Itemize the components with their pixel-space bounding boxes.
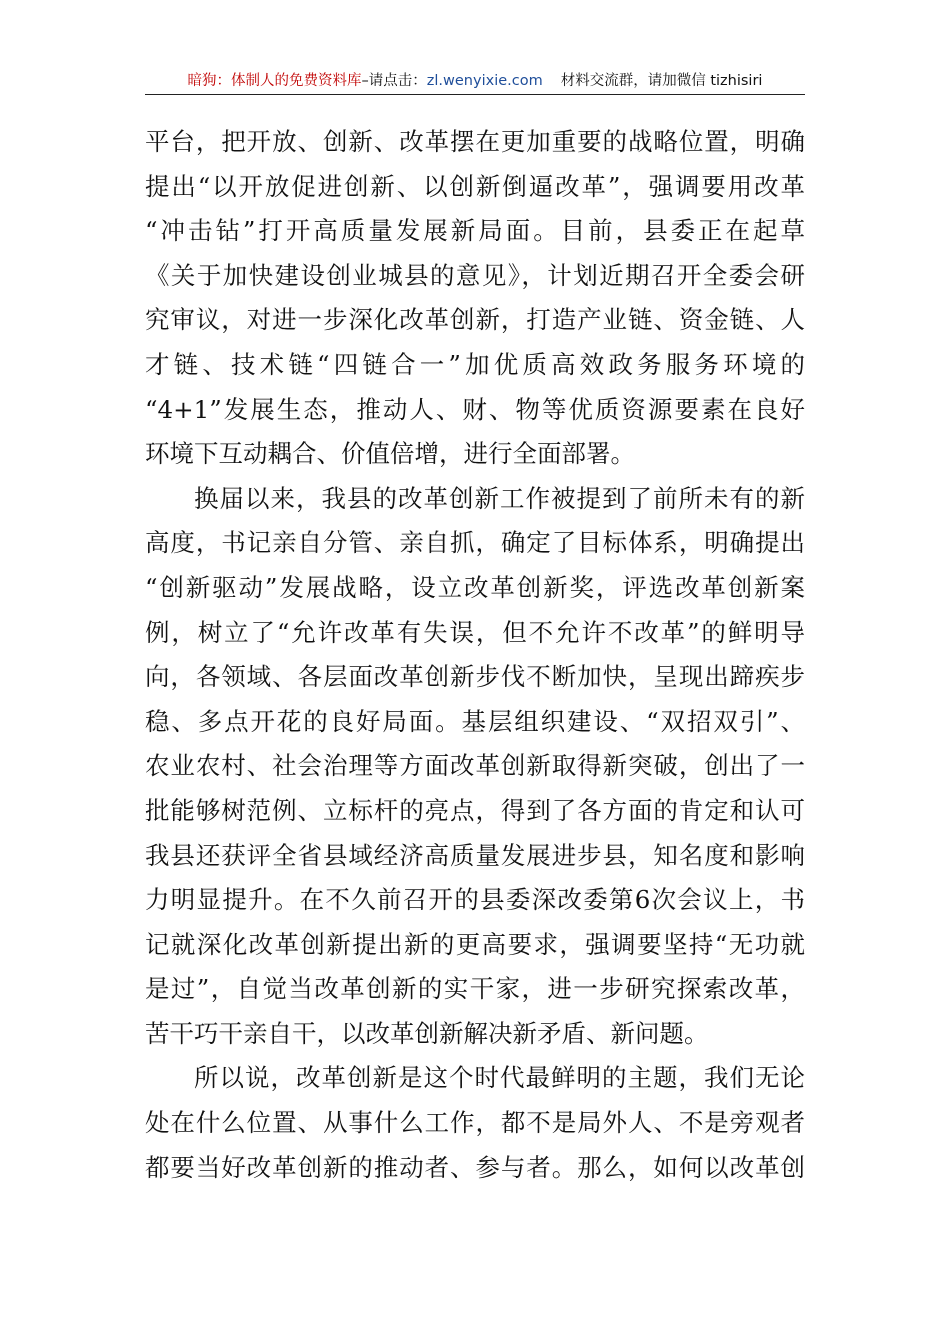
- text-line: 《关于加快建设创业城县的意见》，计划近期召开全委会研: [145, 260, 805, 290]
- text-line: 都要当好改革创新的推动者、参与者。那么，如何以改革创: [145, 1152, 805, 1182]
- text-line: 力明显提升。在不久前召开的县委深改委第6次会议上，书: [145, 885, 805, 915]
- text-line: 处在什么位置、从事什么工作，都不是局外人、不是旁观者: [145, 1108, 805, 1138]
- paragraph-start-line: 所以说，改革创新是这个时代最鲜明的主题，我们无论: [194, 1063, 805, 1093]
- text-line: 向，各领域、各层面改革创新步伐不断加快，呈现出蹄疾步: [145, 662, 805, 692]
- text-line: 农业农村、社会治理等方面改革创新取得新突破，创出了一: [145, 751, 805, 781]
- text-line: “冲击钻”打开高质量发展新局面。目前，县委正在起草: [145, 216, 805, 246]
- text-line: “4+1”发展生态，推动人、财、物等优质资源要素在良好: [145, 394, 805, 424]
- text-line: 高度，书记亲自分管、亲自抓，确定了目标体系，明确提出: [145, 528, 805, 558]
- header-site-name: 暗狗：体制人的免费资料库: [187, 73, 362, 89]
- text-line: “创新驱动”发展战略，设立改革创新奖，评选改革创新案: [145, 572, 805, 602]
- text-line: 平台，把开放、创新、改革摆在更加重要的战略位置，明确: [145, 127, 805, 156]
- document-body: [145, 120, 805, 1190]
- text-line: 才链、技术链“四链合一”加优质高效政务服务环境的: [145, 349, 805, 379]
- text-line: 批能够树范例、立标杆的亮点，得到了各方面的肯定和认可: [145, 795, 805, 825]
- text-line: 稳、多点开花的良好局面。基层组织建设、“双招双引”、: [145, 706, 805, 736]
- text-line: 例，树立了“允许改革有失误，但不允许不改革”的鲜明导: [145, 617, 805, 647]
- header-wechat-note: 材料交流群，请加微信 tizhisiri: [560, 73, 763, 89]
- text-line: 苦干巧干亲自干，以改革创新解决新矛盾、新问题。: [145, 1018, 709, 1048]
- text-line: 记就深化改革创新提出新的更高要求，强调要坚持“无功就: [145, 929, 805, 959]
- text-line: 环境下互动耦合、价值倍增，进行全面部署。: [145, 439, 635, 469]
- header-click-prompt: –请点击：: [361, 73, 427, 89]
- page-header: [145, 68, 805, 95]
- text-line: 是过”，自觉当改革创新的实干家，进一步研究探索改革，: [145, 974, 805, 1004]
- text-line: 我县还获评全省县域经济高质量发展进步县，知名度和影响: [145, 840, 805, 870]
- text-line: 究审议，对进一步深化改革创新，打造产业链、资金链、人: [145, 305, 805, 335]
- text-line: 提出“以开放促进创新、以创新倒逼改革”，强调要用改革: [145, 171, 805, 201]
- header-url-link[interactable]: zl.wenyixie.com: [426, 73, 543, 89]
- paragraph-start-line: 换届以来，我县的改革创新工作被提到了前所未有的新: [194, 483, 805, 513]
